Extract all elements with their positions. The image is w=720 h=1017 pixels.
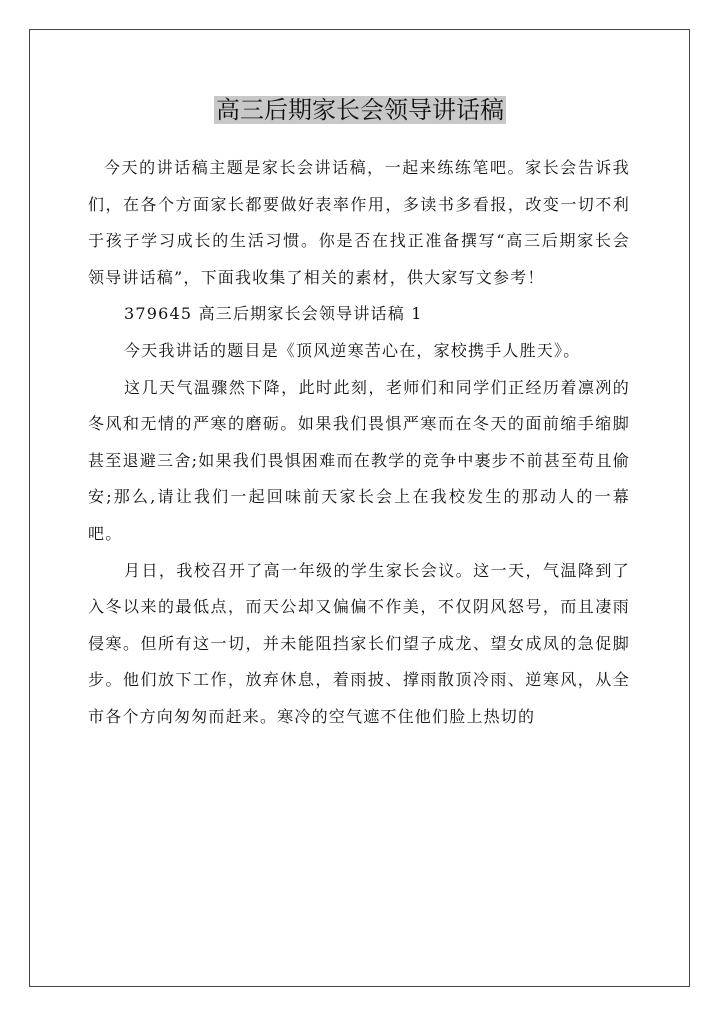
paragraph-body-2: 月日，我校召开了高一年级的学生家长会议。这一天，气温降到了入冬以来的最低点，而天公却又偏偏不作美，不仅阴风怒号，而且凄雨侵寒。但所有这一切，并未能阻挡家长们望子成龙、望女成凤的急促脚步。他们放下工作，放弃休息，着雨披、撑雨散顶冷雨、逆寒风，从全市各个方向匆匆而赶来。寒冷的空气遮不住他们脸上热切的 (88, 560, 630, 726)
paragraph-subtitle: 379645 高三后期家长会领导讲话稿 1 (124, 304, 423, 324)
paragraph-body-1: 这几天气温骤然下降，此时此刻，老师们和同学们正经历着凛冽的冬风和无情的严寒的磨砺。如果我们畏惧严寒而在冬天的面前缩手缩脚甚至退避三舍;如果我们畏惧困难而在教学的竞争中裹步不前甚至苟且偷安;那么,请让我们一起回味前天家长会上在我校发生的那动人的一幕吧。 (88, 377, 630, 543)
paragraph-intro: 今天的讲话稿主题是家长会讲话稿，一起来练练笔吧。家长会告诉我们，在各个方面家长都要做好表率作用，多读书多看报，改变一切不利于孩子学习成长的生活习惯。你是否在找正准备撰写“高三后期家长会领导讲话稿”，下面我收集了相关的素材，供大家写文参考！ (88, 158, 630, 287)
document-title: 高三后期家长会领导讲话稿 (216, 96, 504, 124)
paragraph-topic: 今天我讲话的题目是《顶风逆寒苦心在，家校携手人胜天》。 (124, 340, 581, 360)
document-body (88, 150, 630, 736)
